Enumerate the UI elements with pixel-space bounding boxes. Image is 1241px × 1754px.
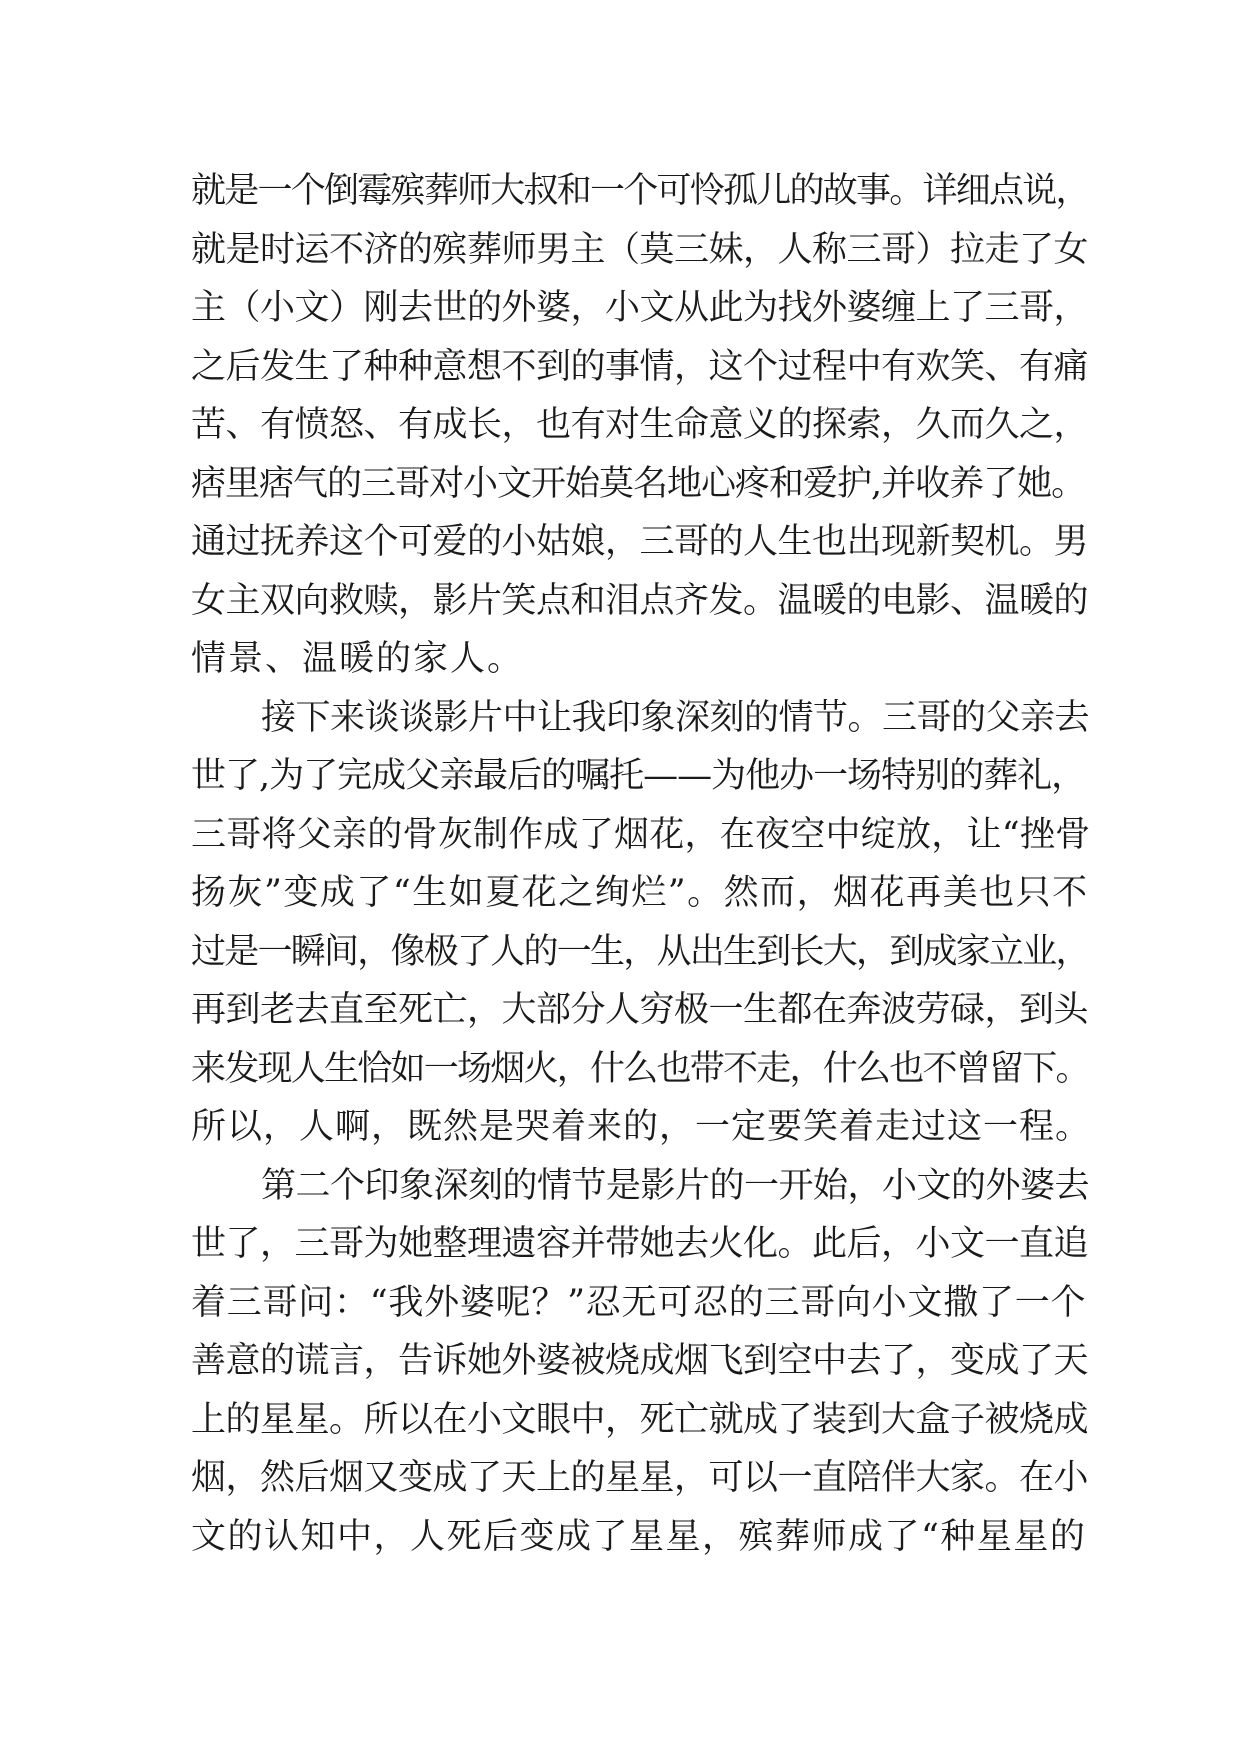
text-line: 女主双向救赎，影片笑点和泪点齐发。温暖的电影、温暖的 bbox=[191, 580, 1089, 621]
text-line: 善意的谎言，告诉她外婆被烧成烟飞到空中去了，变成了天 bbox=[191, 1341, 1089, 1381]
text-line: 世了,为了完成父亲最后的嘱托——为他办一场特别的葬礼， bbox=[191, 756, 1086, 796]
text-line: 所以，人啊，既然是哭着来的，一定要笑着走过这一程。 bbox=[191, 1107, 1092, 1147]
text-line: 来发现人生恰如一场烟火，什么也带不走，什么也不曾留下。 bbox=[191, 1048, 1089, 1089]
text-line: 苦、有愤怒、有成长，也有对生命意义的探索，久而久之， bbox=[191, 405, 1089, 445]
text-line: 文的认知中，人死后变成了星星，殡葬师成了“种星星的 bbox=[191, 1516, 1087, 1557]
text-line: 上的星星。所以在小文眼中，死亡就成了装到大盒子被烧成 bbox=[191, 1399, 1089, 1440]
text-line: 世了，三哥为她整理遗容并带她去火化。此后，小文一直追 bbox=[191, 1224, 1089, 1264]
paragraph-first-line: 第二个印象深刻的情节是影片的一开始，小文的外婆去 bbox=[261, 1165, 1090, 1206]
text-line: 情景、温暖的家人。 bbox=[191, 639, 525, 679]
text-line: 烟，然后烟又变成了天上的星星，可以一直陪伴大家。在小 bbox=[191, 1458, 1089, 1498]
text-line: 过是一瞬间，像极了人的一生，从出生到长大，到成家立业， bbox=[191, 931, 1089, 972]
text-line: 痞里痞气的三哥对小文开始莫名地心疼和爱护,并收养了她。 bbox=[191, 463, 1086, 504]
document-body bbox=[191, 162, 1091, 1566]
text-line: 通过抚养这个可爱的小姑娘，三哥的人生也出现新契机。男 bbox=[191, 522, 1089, 562]
text-line: 着三哥问：“我外婆呢？”忍无可忍的三哥向小文撒了一个 bbox=[191, 1282, 1087, 1323]
text-line: 主（小文）刚去世的外婆，小文从此为找外婆缠上了三哥， bbox=[191, 288, 1089, 328]
text-line: 扬灰”变成了“生如夏花之绚烂”。然而，烟花再美也只不 bbox=[191, 873, 1089, 913]
text-line: 之后发生了种种意想不到的事情，这个过程中有欢笑、有痛 bbox=[191, 346, 1089, 387]
text-line: 再到老去直至死亡，大部分人穷极一生都在奔波劳碌，到头 bbox=[191, 990, 1089, 1030]
text-line: 就是一个倒霉殡葬师大叔和一个可怜孤儿的故事。详细点说， bbox=[191, 171, 1089, 211]
text-line: 三哥将父亲的骨灰制作成了烟花，在夜空中绽放，让“挫骨 bbox=[191, 814, 1091, 855]
paragraph-first-line: 接下来谈谈影片中让我印象深刻的情节。三哥的父亲去 bbox=[261, 697, 1090, 738]
text-line: 就是时运不济的殡葬师男主（莫三妹，人称三哥）拉走了女 bbox=[191, 229, 1089, 270]
